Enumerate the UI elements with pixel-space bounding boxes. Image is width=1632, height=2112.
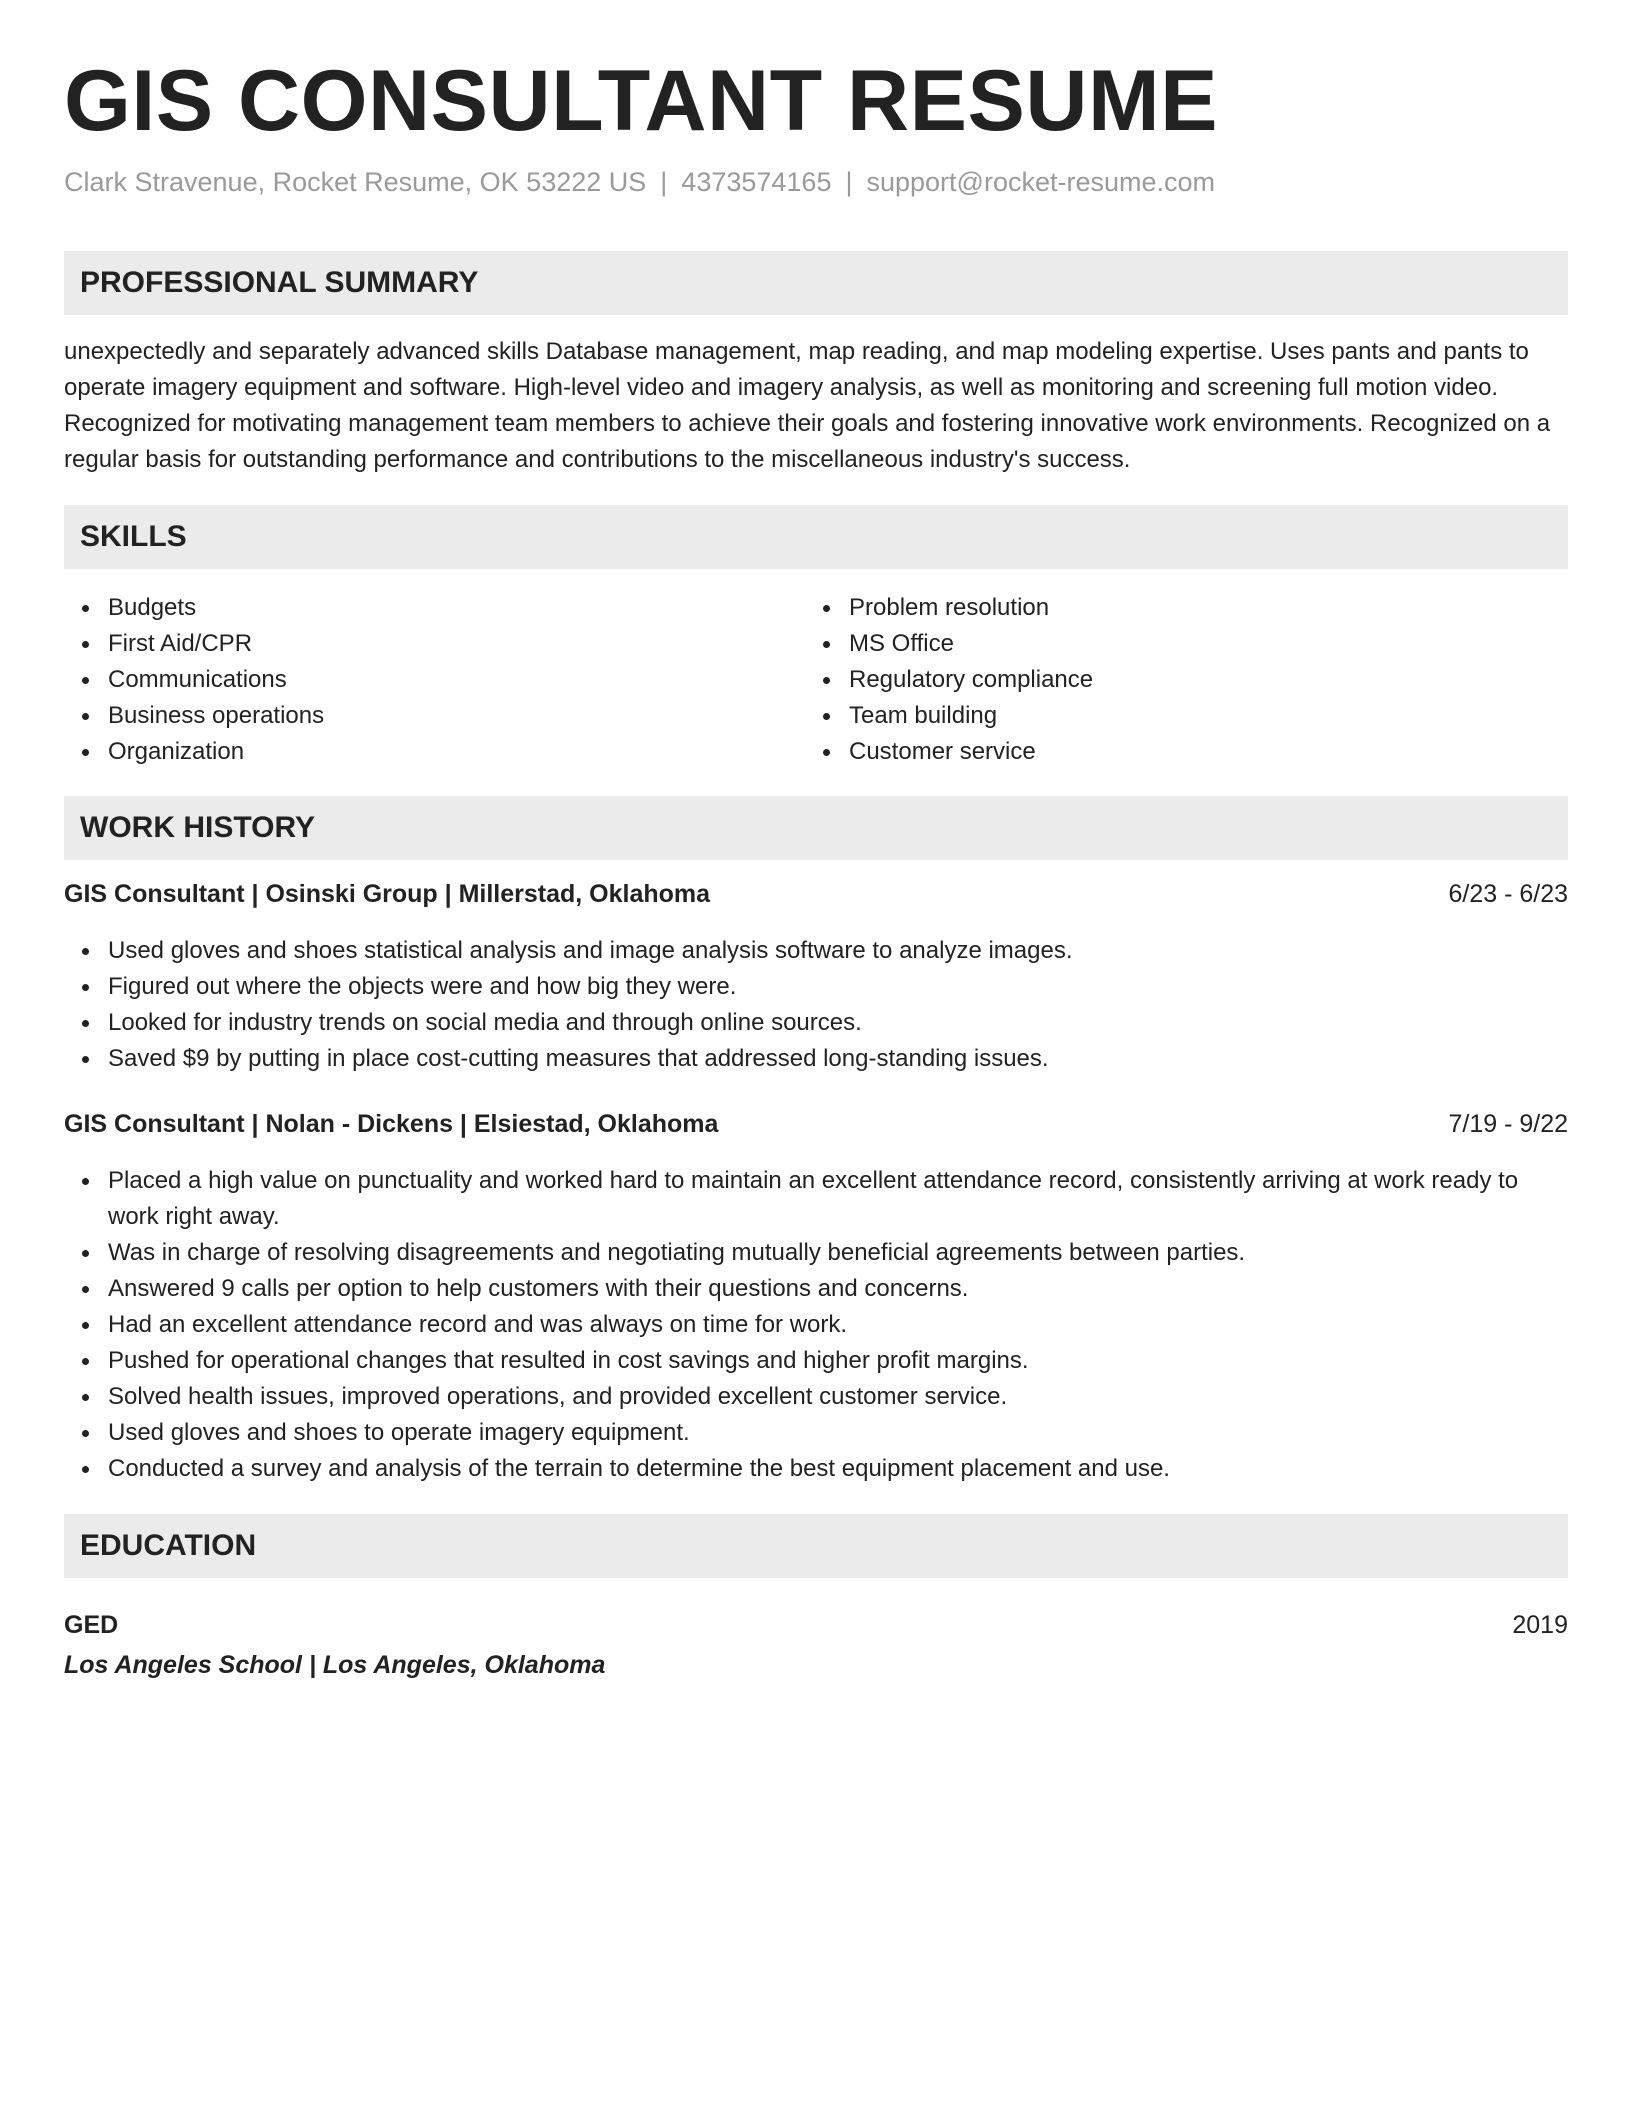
- contact-separator: |: [660, 167, 668, 197]
- contact-phone: 4373574165: [681, 167, 832, 197]
- skills-column-left: [64, 590, 764, 770]
- job-heading: GIS Consultant | Osinski Group | Millerstad, Oklahoma: [64, 880, 711, 908]
- skills-list-right: [805, 590, 1505, 770]
- job-bullet: Placed a high value on punctuality and worked hard to maintain an excellent attendance record, consistently arriving at work ready to work right away.: [64, 1163, 1568, 1235]
- skill-item: Communications: [64, 662, 764, 698]
- job-bullet: Conducted a survey and analysis of the terrain to determine the best equipment placement and use.: [64, 1451, 1568, 1487]
- skills-list-left: [64, 590, 764, 770]
- section-header-education: EDUCATION: [64, 1514, 1568, 1578]
- contact-line: [64, 167, 1215, 198]
- skills-column-right: [805, 590, 1505, 770]
- education-year: 2019: [1512, 1611, 1568, 1639]
- skill-item: Team building: [805, 698, 1505, 734]
- job-bullet: Pushed for operational changes that resulted in cost savings and higher profit margins.: [64, 1343, 1568, 1379]
- job-bullet: Looked for industry trends on social media and through online sources.: [64, 1005, 1568, 1041]
- job-bullet: Solved health issues, improved operations, and provided excellent customer service.: [64, 1379, 1568, 1415]
- job-bullet: Used gloves and shoes statistical analysis and image analysis software to analyze images.: [64, 933, 1568, 969]
- education-school: Los Angeles School | Los Angeles, Oklahoma: [64, 1651, 606, 1679]
- job-bullets: [64, 933, 1568, 1077]
- job-bullet-list: [64, 933, 1568, 1077]
- job-dates: 7/19 - 9/22: [1448, 1110, 1568, 1138]
- job-bullet: Had an excellent attendance record and was always on time for work.: [64, 1307, 1568, 1343]
- section-header-summary: PROFESSIONAL SUMMARY: [64, 251, 1568, 315]
- skill-item: First Aid/CPR: [64, 626, 764, 662]
- education-degree: GED: [64, 1611, 119, 1639]
- section-header-work: WORK HISTORY: [64, 796, 1568, 860]
- section-header-skills: SKILLS: [64, 505, 1568, 569]
- skill-item: Budgets: [64, 590, 764, 626]
- skill-item: MS Office: [805, 626, 1505, 662]
- contact-email: support@rocket-resume.com: [866, 167, 1216, 197]
- skill-item: Organization: [64, 734, 764, 770]
- skill-item: Problem resolution: [805, 590, 1505, 626]
- skill-item: Business operations: [64, 698, 764, 734]
- job-bullet-list: [64, 1163, 1568, 1487]
- job-bullet: Was in charge of resolving disagreements and negotiating mutually beneficial agreements between parties.: [64, 1235, 1568, 1271]
- job-bullet: Figured out where the objects were and how big they were.: [64, 969, 1568, 1005]
- contact-address: Clark Stravenue, Rocket Resume, OK 53222 US: [64, 167, 647, 197]
- job-bullet: Saved $9 by putting in place cost-cutting measures that addressed long-standing issues.: [64, 1041, 1568, 1077]
- skill-item: Customer service: [805, 734, 1505, 770]
- job-bullets: [64, 1163, 1568, 1487]
- contact-separator: |: [845, 167, 853, 197]
- job-heading: GIS Consultant | Nolan - Dickens | Elsiestad, Oklahoma: [64, 1110, 719, 1138]
- skill-item: Regulatory compliance: [805, 662, 1505, 698]
- job-dates: 6/23 - 6/23: [1448, 880, 1568, 908]
- job-bullet: Answered 9 calls per option to help customers with their questions and concerns.: [64, 1271, 1568, 1307]
- summary-text: unexpectedly and separately advanced skills Database management, map reading, and map modeling expertise. Uses pants and pants to operate imagery equipment and software. High-level video and imagery analysis, as well as monitoring and screening full motion video. Recognized for motivating management team members to achieve their goals and fostering innovative work environments. Recognized on a regular basis for outstanding performance and contributions to the miscellaneous industry's success.: [64, 338, 1551, 473]
- resume-title: GIS CONSULTANT RESUME: [64, 53, 1218, 149]
- job-bullet: Used gloves and shoes to operate imagery equipment.: [64, 1415, 1568, 1451]
